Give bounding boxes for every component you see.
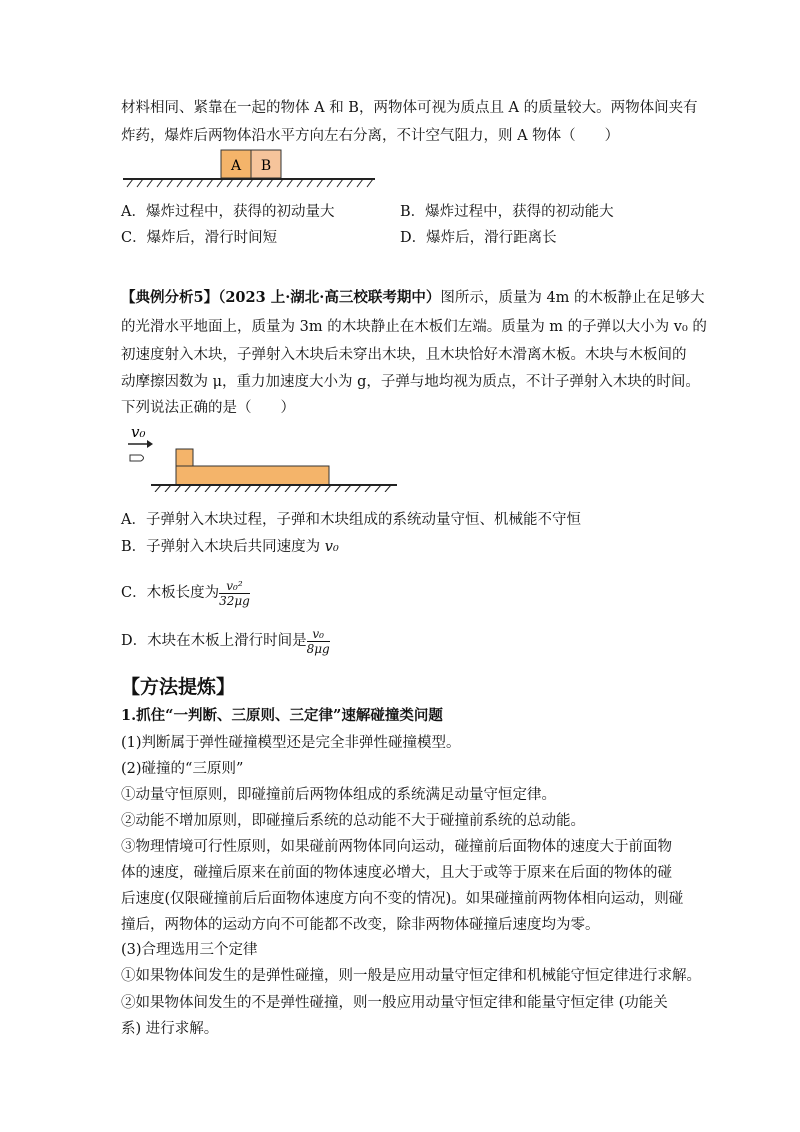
- option2-b-text: B．子弹射入木块后共同速度为: [121, 539, 325, 555]
- option2-c-numerator: v₀²: [219, 579, 250, 594]
- question-text-line2: 炸药，爆炸后两物体沿水平方向左右分离，不计空气阻力，则 A 物体（ ）: [121, 128, 620, 144]
- option-a: A．爆炸过程中，获得的初动量大: [121, 204, 335, 220]
- example5-line1: [121, 288, 705, 308]
- bullet: [130, 455, 144, 461]
- question-text-line1: 材料相同、紧靠在一起的物体 A 和 B，两物体可视为质点且 A 的质量较大。两物体间夹有: [121, 100, 698, 116]
- option-b: B．爆炸过程中，获得的初动能大: [400, 204, 614, 220]
- method-p8: ②如果物体间发生的不是弹性碰撞，则一般应用动量守恒定律和能量守恒定律 (功能关系) 进行求解。: [121, 995, 668, 1037]
- floor-hatching: [155, 485, 391, 492]
- option2-c: [121, 575, 250, 611]
- option2-a: A．子弹射入木块过程，子弹和木块组成的系统动量守恒、机械能不守恒: [121, 512, 581, 528]
- example-tag: 【典例分析5】: [121, 289, 219, 306]
- example5-line4: 动摩擦因数为 μ，重力加速度大小为 g，子弹与地均视为质点，不计子弹射入木块的时间。: [121, 374, 700, 390]
- block-b-label: B: [260, 158, 272, 174]
- method-p6: (3)合理选用三个定律: [121, 942, 258, 958]
- figure-blocks-ab: [121, 148, 381, 188]
- option2-d-fraction: [307, 627, 330, 656]
- option2-b-value: v₀: [324, 539, 339, 555]
- example5-line2: 的光滑水平地面上，质量为 3m 的木块静止在木板们左端。质量为 m 的子弹以大小为 v₀ 的: [121, 319, 707, 335]
- method-p7: ①如果物体间发生的是弹性碰撞，则一般是应用动量守恒定律和机械能守恒定律进行求解。: [121, 968, 701, 984]
- option-d: D．爆炸后，滑行距离长: [400, 230, 557, 246]
- method-p1: (1)判断属于弹性碰撞模型还是完全非弹性碰撞模型。: [121, 735, 461, 751]
- block-a-label: A: [230, 158, 242, 174]
- figure-bullet-block-board: [121, 420, 401, 492]
- ground-hatching: [127, 179, 373, 187]
- option2-d-denominator: 8μg: [306, 641, 330, 656]
- v0-label: v₀: [131, 423, 146, 441]
- option2-b: [121, 537, 339, 557]
- option2-d-numerator: v₀: [307, 627, 330, 642]
- method-subheading: 1.抓住“一判断、三原则、三定律”速解碰撞类问题: [121, 707, 443, 724]
- option2-d: [121, 623, 330, 659]
- method-p4: ②动能不增加原则，即碰撞后系统的总动能不大于碰撞前系统的总动能。: [121, 813, 585, 829]
- wood-board: [176, 466, 329, 485]
- method-p5: ③物理情境可行性原则，如果碰前两物体同向运动，碰撞前后面物体的速度大于前面物体的速度，碰撞后原来在前面的物体速度必增大，且大于或等于原来在后面的物体的碰后速度(仅限碰撞前后后面物体速度方向不变的情况)。如果碰撞前两物体相向运动，则碰撞后，两物体的运动方向不可能都不改变，除非两物体碰撞后速度均为零。: [121, 839, 684, 933]
- example5-line1-text: 图所示，质量为 4m 的木板静止在足够大: [440, 290, 705, 306]
- example5-line3: 初速度射入木块，子弹射入木块后未穿出木块，且木块恰好木滑离木板。木块与木板间的: [121, 347, 687, 363]
- option2-c-text: C．木板长度为: [121, 585, 220, 601]
- method-heading: 【方法提炼】: [121, 676, 236, 698]
- velocity-arrowhead: [147, 440, 153, 448]
- wood-block: [176, 449, 193, 466]
- method-p3: ①动量守恒原则，即碰撞前后两物体组成的系统满足动量守恒定律。: [121, 787, 556, 803]
- option2-d-text: D．木块在木板上滑行时间是: [121, 633, 307, 649]
- method-p2: (2)碰撞的“三原则”: [121, 761, 244, 777]
- option2-c-fraction: [219, 579, 250, 608]
- option2-c-denominator: 32μg: [219, 593, 250, 608]
- example5-line5: 下列说法正确的是（ ）: [121, 400, 295, 416]
- example-source: （2023 上·湖北·高三校联考期中）: [218, 289, 441, 306]
- option-c: C．爆炸后，滑行时间短: [121, 230, 278, 246]
